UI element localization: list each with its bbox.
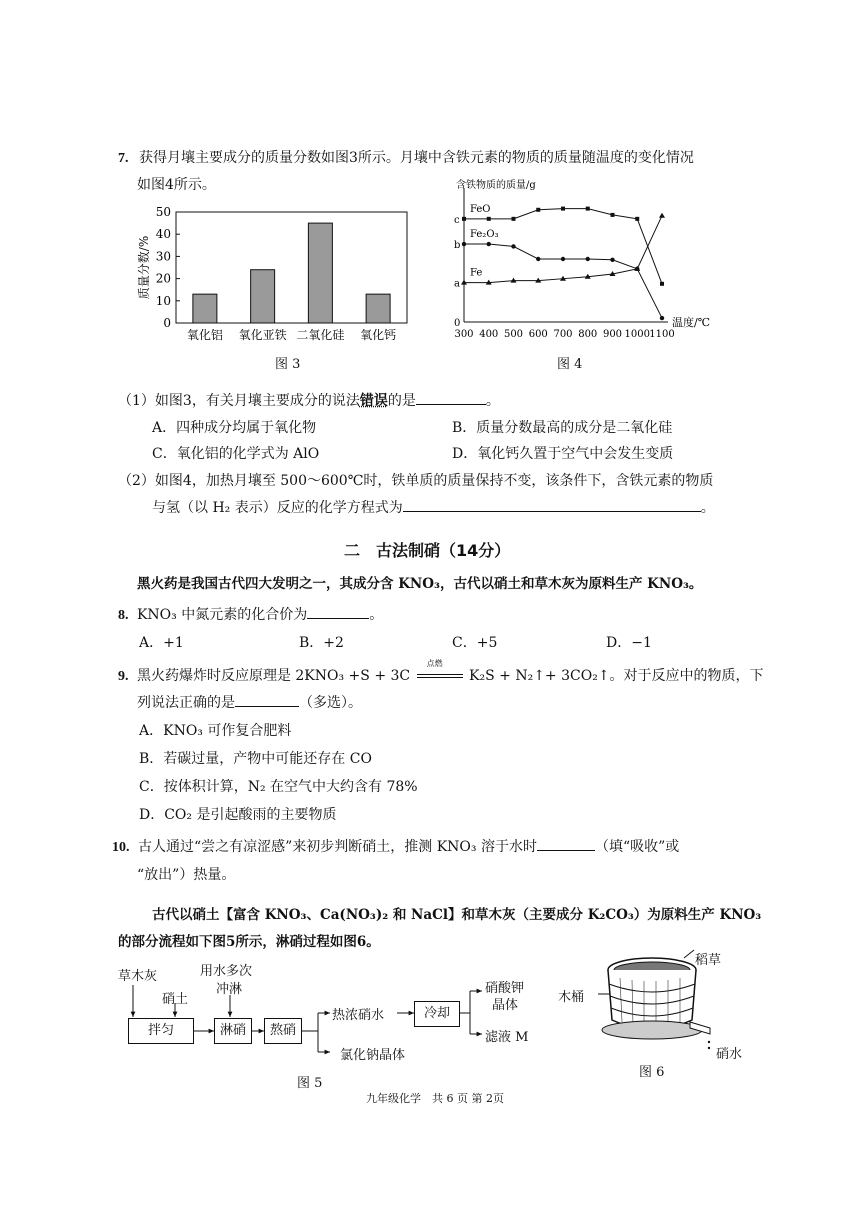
q9-text-pre: 黑火药爆炸时反应原理是 2KNO₃ +S + 3C	[136, 668, 411, 684]
fig4-series-line	[464, 209, 662, 284]
fig6-straw-label: 稻草	[695, 953, 722, 968]
fig5-caption: 图 5	[297, 1076, 323, 1091]
q10-line1	[112, 836, 679, 856]
q9-line2-pre: 列说法正确的是	[137, 695, 235, 711]
process-intro-line1: 古代以硝土【富含 KNO₃、Ca(NO₃)₂ 和 NaCl】和草木灰（主要成分 K₂CO₃）为原料生产 KNO₃	[152, 907, 762, 923]
q9-option-d: D．CO₂ 是引起酸雨的主要物质	[139, 807, 337, 823]
fig4-point	[561, 207, 565, 211]
q7-sub1-post: 的是	[387, 393, 416, 409]
q10-text-pre: 古人通过“尝之有凉涩感”来初步判断硝土，推测 KNO₃ 溶于水时	[137, 839, 537, 855]
q8-option-c: C．+5	[452, 635, 498, 651]
page-footer: 九年级化学 共 6 页 第 2页	[366, 1092, 504, 1105]
q7-sub1-emphasis: 错误	[359, 393, 388, 409]
fig4-series-label: FeO	[470, 203, 491, 215]
fig4-point	[610, 258, 614, 262]
fig4-xtick-label: 900	[602, 329, 623, 340]
fig3-ytick-label: 10	[155, 293, 171, 308]
fig3-category-label: 氧化铝	[186, 328, 223, 342]
fig4-xtick-label: 400	[479, 329, 499, 340]
fig4-xtick-label: 700	[553, 329, 573, 340]
fig4-point	[462, 242, 466, 246]
q9-option-b: B．若碳过量，产物中可能还存在 CO	[139, 751, 372, 767]
q9-number: 9.	[118, 669, 129, 684]
section2-title: 二 古法制硝（14分）	[344, 541, 511, 560]
q7-sub2-line2-text: 与氢（以 H₂ 表示）反应的化学方程式为	[152, 500, 403, 516]
fig5-hot-solution: 热浓硝水	[332, 1008, 385, 1023]
fig4-series-line	[464, 244, 662, 318]
q9-line1	[118, 659, 764, 685]
q9-line2-post: （多选）。	[299, 695, 362, 711]
q8-question	[118, 604, 383, 624]
fig5-water-line1: 用水多次	[200, 964, 253, 979]
fig4-xtick-label: 500	[503, 329, 524, 340]
fig3-category-label: 氧化亚铁	[238, 328, 287, 342]
fig4-caption: 图 4	[557, 357, 583, 372]
fig4-point	[561, 257, 565, 261]
fig4-point	[536, 257, 540, 261]
q8-option-b: B．+2	[299, 635, 344, 651]
fig5-aoxiao-box: 熬硝	[264, 1018, 302, 1044]
q7-option-a: A．四种成分均属于氧化物	[152, 420, 317, 436]
q8-number: 8.	[118, 608, 129, 623]
q7-option-b: B．质量分数最高的成分是二氧化硅	[452, 420, 673, 436]
q8-end: 。	[369, 607, 384, 623]
fig4-xtick-label: 300	[454, 329, 474, 340]
fig4-point	[635, 217, 639, 221]
fig5-cool-box: 冷却	[414, 1001, 460, 1027]
section2-intro: 黑火药是我国古代四大发明之一，其成分含 KNO₃，古代以硝土和草木灰为原料生产 KNO₃。	[137, 576, 703, 592]
q9-reaction-arrow	[415, 659, 465, 684]
q7-text-line1: 获得月壤主要成分的质量分数如图3所示。月壤中含铁元素的物质的质量随温度的变化情况	[138, 150, 694, 166]
fig4-ylevel-label: a	[454, 278, 460, 290]
q7-option-d: D．氧化钙久置于空气中会发生变质	[452, 446, 674, 462]
q7-sub1-answer-blank[interactable]	[416, 390, 486, 405]
fig6-caption: 图 6	[639, 1065, 665, 1080]
fig4-xtick-label: 1100	[649, 329, 675, 340]
fig3-bar	[308, 223, 332, 323]
q8-answer-blank[interactable]	[307, 604, 369, 619]
fig3-ytick-label: 30	[155, 249, 171, 264]
fig4-series-line	[464, 216, 662, 283]
q9-option-c: C．按体积计算，N₂ 在空气中大约含有 78%	[139, 779, 418, 795]
fig3-bar	[193, 294, 217, 323]
q10-answer-blank[interactable]	[537, 836, 595, 851]
q7-option-c: C．氧化铝的化学式为 AlO	[152, 446, 320, 462]
q7-text-line2: 如图4所示。	[137, 177, 216, 193]
q9-text-post: K₂S + N₂↑+ 3CO₂↑。对于反应中的物质，下	[469, 668, 764, 684]
fig6-water-label: 硝水	[716, 1047, 743, 1062]
fig4-point	[660, 316, 664, 320]
fig4-point	[511, 244, 515, 248]
fig4-point	[512, 217, 516, 221]
q7-sub1-pre: （1）如图3，有关月壤主要成分的说法	[118, 393, 360, 409]
fig4-point	[659, 213, 665, 218]
q7-sub2-line1: （2）如图4，加热月壤至 500～600℃时，铁单质的质量保持不变，该条件下，含铁元素的物质	[118, 473, 714, 489]
q8-option-a: A．+1	[139, 635, 184, 651]
fig3-bar	[251, 270, 275, 323]
q10-line2: “放出”）热量。	[137, 867, 236, 883]
q9-condition: 点燃	[426, 659, 443, 668]
q7-sub2-end: 。	[700, 500, 715, 516]
fig4-point	[586, 207, 590, 211]
fig3-ytick-label: 0	[163, 316, 171, 330]
fig4-point	[586, 257, 590, 261]
q8-option-d: D．−1	[606, 635, 652, 651]
fig3-caption: 图 3	[275, 357, 301, 372]
fig5-kno3-line2: 晶体	[492, 998, 519, 1013]
fig3-category-label: 二氧化硅	[296, 328, 345, 342]
fig3-bar-chart	[130, 198, 420, 348]
fig3-ytick-label: 50	[155, 205, 171, 219]
fig5-linxiao-box: 淋硝	[214, 1018, 252, 1044]
fig4-xtick-label: 1000	[624, 329, 650, 340]
fig4-line-chart	[440, 172, 711, 352]
fig3-category-label: 氧化钙	[360, 328, 397, 342]
fig4-point	[611, 213, 615, 217]
fig4-series-label: Fe₂O₃	[470, 229, 499, 241]
fig4-xtick-label: 600	[528, 329, 548, 340]
fig6-barrel-label: 木桶	[558, 990, 585, 1005]
fig4-point	[536, 208, 540, 212]
fig4-point	[462, 217, 466, 221]
q10-number: 10.	[112, 840, 130, 855]
fig3-ytick-label: 40	[155, 227, 171, 242]
q8-text: KNO₃ 中氮元素的化合价为	[136, 607, 308, 623]
fig4-ylevel-label: b	[454, 240, 461, 252]
fig6-base	[602, 1021, 702, 1039]
fig4-ylevel-label: c	[454, 214, 460, 226]
fig4-xlabel: 温度/℃	[672, 316, 711, 329]
q7-sub1-end: 。	[485, 393, 500, 409]
fig5-caohuihui: 草木灰	[118, 969, 158, 984]
q9-option-a: A．KNO₃ 可作复合肥料	[139, 723, 292, 739]
q9-answer-blank[interactable]	[235, 692, 299, 707]
q7-sub2-line2	[152, 497, 715, 517]
fig6-straw-leader	[684, 950, 694, 958]
q9-line2	[137, 692, 362, 712]
fig4-point	[487, 242, 491, 246]
fig3-ylabel: 质量分数/%	[137, 235, 151, 300]
fig4-point	[487, 217, 491, 221]
fig4-ylevel-label: 0	[454, 318, 461, 329]
fig5-filtrate: 滤液 M	[485, 1030, 529, 1045]
fig4-ylabel: 含铁物质的质量/g	[456, 180, 536, 191]
fig5-mix-box: 拌匀	[128, 1018, 194, 1044]
fig3-ytick-label: 20	[155, 271, 171, 286]
q7-number: 7.	[118, 151, 129, 166]
q7-line1	[118, 147, 694, 167]
process-intro-line2: 的部分流程如下图5所示，淋硝过程如图6。	[118, 934, 380, 950]
fig5-kno3-line1: 硝酸钾	[485, 981, 525, 996]
q7-sub2-answer-blank[interactable]	[403, 497, 701, 512]
fig5-water-line2: 冲淋	[216, 982, 243, 997]
fig4-point	[660, 282, 664, 286]
fig5-nacl: 氯化钠晶体	[340, 1048, 406, 1063]
fig3-bar	[366, 294, 390, 323]
fig4-series-label: Fe	[470, 267, 483, 279]
fig4-xtick-label: 800	[578, 329, 598, 340]
fig5-xiaotu: 硝土	[162, 992, 189, 1007]
q7-sub1	[118, 390, 500, 410]
q10-text-post: （填“吸收”或	[594, 839, 680, 855]
